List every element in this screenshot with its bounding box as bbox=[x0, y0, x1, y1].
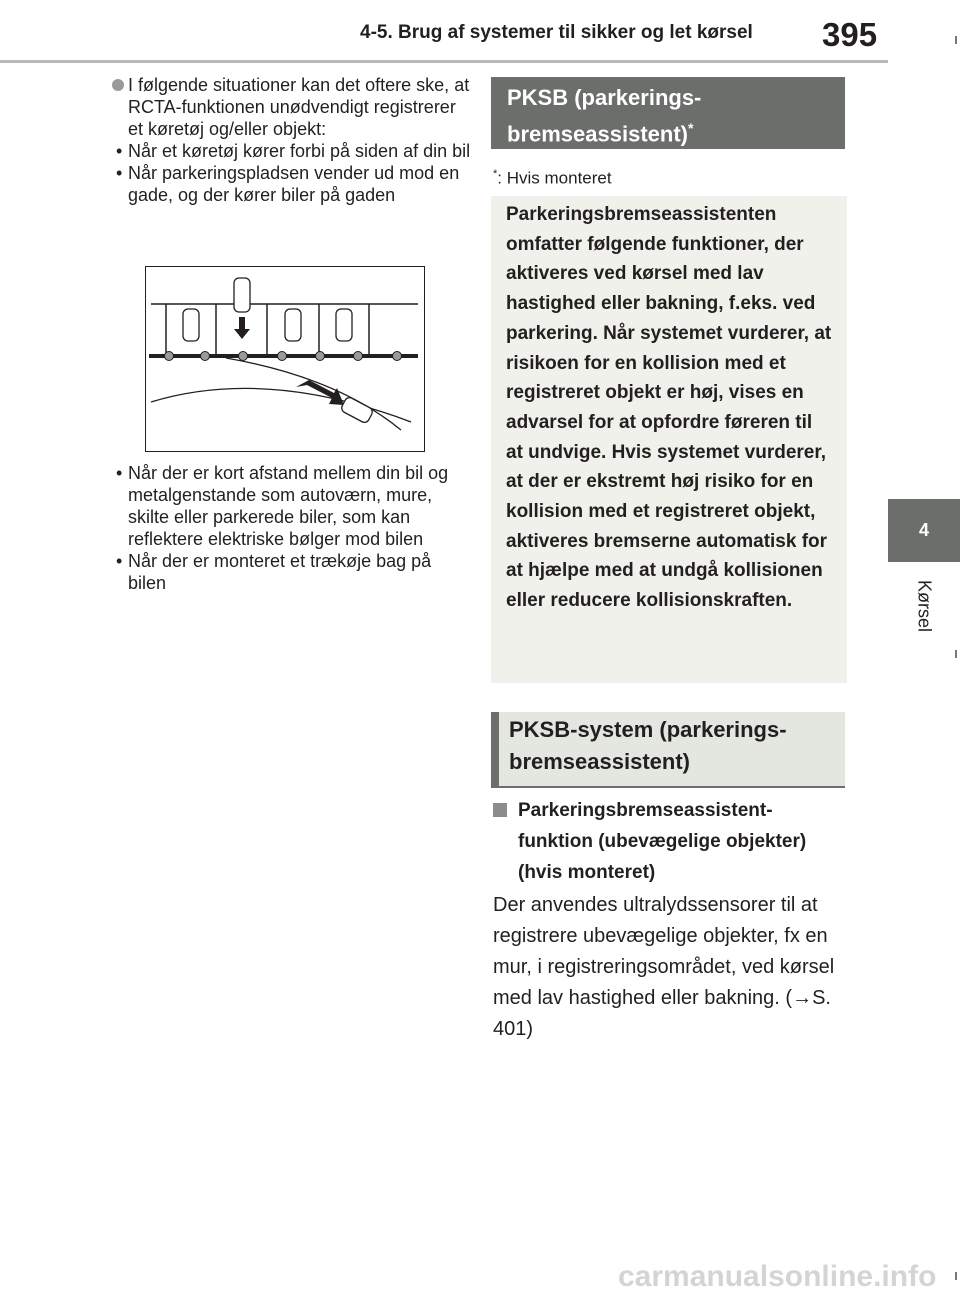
list-item-text: Når der er monteret et trækøje bag på bilen bbox=[128, 551, 432, 593]
intro-text: I følgende situationer kan det oftere ske, at RCTA-funktionen unødvendigt registrerer et køretøj og/eller objekt: bbox=[128, 75, 470, 139]
chapter-label-box bbox=[888, 562, 960, 650]
car-icon bbox=[183, 309, 199, 341]
section-title-mark: * bbox=[687, 120, 694, 136]
reversing-car-icon bbox=[234, 278, 250, 312]
page-ref-link[interactable]: S. 401) bbox=[493, 987, 831, 1040]
header-title: 4-5. Brug af systemer til sikker og let kørsel bbox=[360, 22, 753, 43]
list-item-text: Når parkeringspladsen vender ud mod en gade, og der kører biler på gaden bbox=[128, 163, 460, 205]
list-item bbox=[112, 550, 472, 594]
bullet-icon: • bbox=[116, 141, 123, 161]
function-heading bbox=[491, 795, 841, 888]
summary-text: Parkeringsbremseassistenten omfatter følgende funktioner, der aktiveres ved kørsel med lav hastighed eller bakning, f.eks. ved parkering. Når systemet vurderer, at risikoen for en kollision med et registreret objekt er høj, vises en advarsel for at opfordre føreren til at undvige. Hvis systemet vurderer, at der er ekstremt høj risiko for en kollision med et registreret objekt, aktiveres bremserne automatisk for at hjælpe med at undgå kollisionen eller reducere kollisionskraften. bbox=[506, 204, 832, 612]
chapter-label: Kørsel bbox=[914, 579, 935, 633]
chapter-tab[interactable]: 4 bbox=[888, 499, 960, 562]
list-item bbox=[112, 462, 472, 550]
watermark: carmanualsonline.info bbox=[618, 1260, 937, 1293]
bullet-dot-icon bbox=[112, 79, 124, 91]
square-bullet-icon bbox=[493, 803, 507, 817]
left-column-bottom bbox=[112, 462, 472, 594]
subsection-title bbox=[491, 712, 845, 786]
arrow-down-icon bbox=[234, 317, 250, 339]
section-title-line1: PKSB (parkerings- bbox=[507, 85, 702, 110]
page-number: 395 bbox=[822, 16, 878, 53]
footnote bbox=[493, 168, 612, 189]
crop-mark bbox=[955, 650, 957, 658]
bullet-icon: • bbox=[116, 163, 123, 183]
section-title bbox=[491, 77, 845, 149]
subsection-title-line1: PKSB-system (parkerings- bbox=[509, 717, 787, 742]
car-icon bbox=[285, 309, 301, 341]
list-item-text: Når et køretøj kører forbi på siden af din bil bbox=[128, 141, 471, 161]
function-heading-text: Parkeringsbremseassistent-funktion (ubevægelige objekter) (hvis monteret) bbox=[518, 800, 807, 883]
list-item-text: Når der er kort afstand mellem din bil og metalgenstande som autoværn, mure, skilte eller parkerede biler, som kan reflektere elektriske bølger mod bilen bbox=[128, 463, 449, 549]
body-paragraph bbox=[493, 890, 843, 1045]
bullet-icon: • bbox=[116, 551, 123, 571]
page-ref-arrow-icon: → bbox=[792, 987, 813, 1009]
body-text: Der anvendes ultralydssensorer til at registrere ubevægelige objekter, fx en mur, i registreringsområdet, ved kørsel med lav hastighed eller bakning. ( bbox=[493, 894, 835, 1009]
section-title-line2: bremseassistent) bbox=[507, 121, 688, 147]
summary-box bbox=[491, 196, 847, 683]
road-curve bbox=[151, 388, 411, 422]
crop-mark bbox=[955, 1272, 957, 1280]
car-icon bbox=[336, 309, 352, 341]
parking-lot-diagram bbox=[146, 267, 423, 450]
list-item bbox=[112, 140, 472, 162]
parking-illustration bbox=[145, 266, 425, 452]
footnote-text: : Hvis monteret bbox=[497, 168, 612, 188]
crop-mark bbox=[955, 36, 957, 44]
intro-paragraph bbox=[112, 74, 472, 140]
bullet-icon: • bbox=[116, 463, 123, 483]
footnote-mark: * bbox=[493, 168, 498, 180]
subsection-title-line2: bremseassistent) bbox=[509, 749, 690, 774]
list-item bbox=[112, 162, 472, 206]
left-column-top bbox=[112, 74, 472, 206]
subsection-rule bbox=[491, 786, 845, 788]
header-rule bbox=[0, 60, 888, 63]
